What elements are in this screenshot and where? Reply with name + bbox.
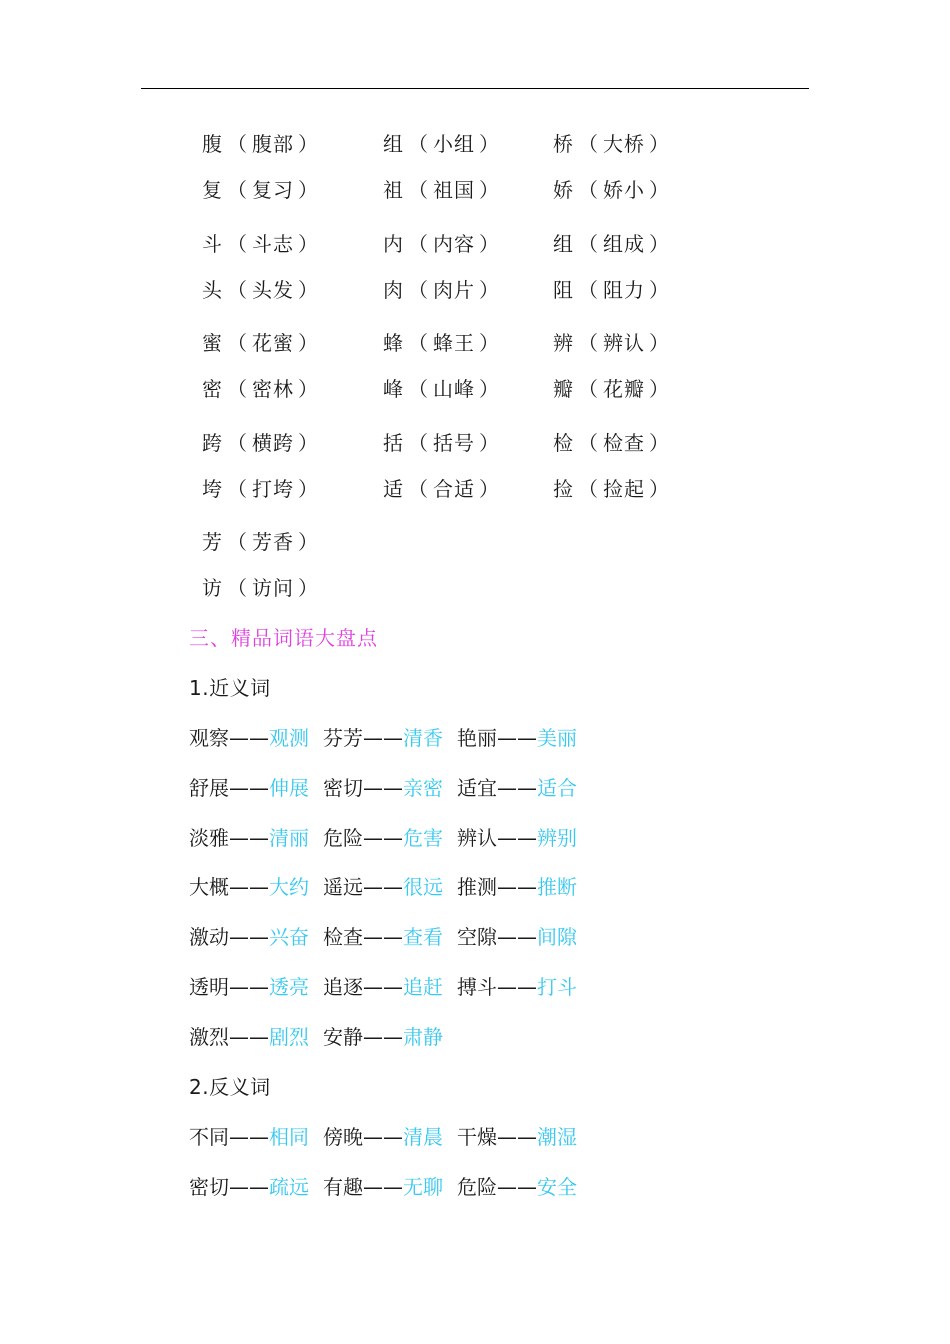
open-paren: （ (578, 132, 599, 156)
word-group-item (553, 130, 674, 158)
pair-word: 观察 (189, 726, 229, 750)
pair-dash: — (229, 1125, 249, 1149)
group-char: 肉 (383, 278, 404, 302)
group-char: 娇 (553, 178, 574, 202)
pair-dash: — (497, 1175, 517, 1199)
pair-dash: — (229, 726, 249, 750)
group-char: 组 (383, 132, 404, 156)
group-word: 括号 (433, 431, 475, 455)
word-group-item (383, 230, 504, 258)
pair-answer: 兴奋 (269, 925, 309, 949)
synonym-pair (457, 824, 577, 852)
group-char: 腹 (202, 132, 223, 156)
pair-dash: — (497, 776, 517, 800)
pair-dash: — (517, 975, 537, 999)
pair-answer: 打斗 (537, 975, 577, 999)
pair-answer: 伸展 (269, 776, 309, 800)
pair-word: 危险 (457, 1175, 497, 1199)
pair-word: 遥远 (323, 875, 363, 899)
open-paren: （ (578, 178, 599, 202)
pair-word: 不同 (189, 1125, 229, 1149)
pair-dash: — (363, 875, 383, 899)
pair-word: 空隙 (457, 925, 497, 949)
word-group-item (383, 329, 504, 357)
pair-dash: — (497, 875, 517, 899)
group-word: 斗志 (252, 232, 294, 256)
close-paren: ） (479, 232, 500, 256)
pair-word: 密切 (189, 1175, 229, 1199)
close-paren: ） (298, 132, 319, 156)
pair-dash: — (363, 776, 383, 800)
synonym-pair (323, 824, 443, 852)
group-char: 垮 (202, 477, 223, 501)
group-char: 头 (202, 278, 223, 302)
word-group-item (553, 230, 674, 258)
group-word: 芳香 (252, 530, 294, 554)
pair-dash: — (383, 776, 403, 800)
pair-answer: 透亮 (269, 975, 309, 999)
group-word: 祖国 (433, 178, 475, 202)
pair-dash: — (517, 1175, 537, 1199)
pair-answer: 肃静 (403, 1025, 443, 1049)
antonym-pair (457, 1173, 577, 1201)
close-paren: ） (298, 331, 319, 355)
pair-answer: 推断 (537, 875, 577, 899)
antonyms-title: 2.反义词 (189, 1075, 271, 1099)
open-paren: （ (227, 331, 248, 355)
open-paren: （ (227, 278, 248, 302)
word-group-item (202, 230, 323, 258)
synonym-pair (323, 1023, 443, 1051)
word-group-item (202, 475, 323, 503)
group-word: 腹部 (252, 132, 294, 156)
pair-word: 搏斗 (457, 975, 497, 999)
antonym-pair (323, 1123, 443, 1151)
pair-answer: 辨别 (537, 826, 577, 850)
open-paren: （ (408, 178, 429, 202)
pair-answer: 追赶 (403, 975, 443, 999)
open-paren: （ (408, 431, 429, 455)
open-paren: （ (227, 232, 248, 256)
word-group-item (383, 176, 504, 204)
pair-word: 芬芳 (323, 726, 363, 750)
pair-word: 追逐 (323, 975, 363, 999)
group-char: 复 (202, 178, 223, 202)
pair-dash: — (497, 975, 517, 999)
pair-dash: — (497, 925, 517, 949)
pair-dash: — (363, 925, 383, 949)
pair-dash: — (363, 726, 383, 750)
close-paren: ） (649, 278, 670, 302)
close-paren: ） (649, 431, 670, 455)
word-group-item (202, 429, 323, 457)
pair-word: 傍晚 (323, 1125, 363, 1149)
open-paren: （ (227, 576, 248, 600)
synonym-pair (457, 774, 577, 802)
word-group-item (202, 176, 323, 204)
pair-dash: — (363, 1125, 383, 1149)
pair-dash: — (517, 875, 537, 899)
close-paren: ） (479, 431, 500, 455)
pair-dash: — (517, 826, 537, 850)
word-group-item (553, 276, 674, 304)
pair-dash: — (497, 826, 517, 850)
word-group-item (553, 475, 674, 503)
pair-word: 辨认 (457, 826, 497, 850)
pair-answer: 安全 (537, 1175, 577, 1199)
word-group-item (202, 329, 323, 357)
word-group-item (202, 375, 323, 403)
group-word: 蜂王 (433, 331, 475, 355)
pair-dash: — (229, 975, 249, 999)
pair-answer: 很远 (403, 875, 443, 899)
group-char: 辨 (553, 331, 574, 355)
close-paren: ） (649, 132, 670, 156)
pair-dash: — (229, 1025, 249, 1049)
group-char: 桥 (553, 132, 574, 156)
word-group-item (383, 375, 504, 403)
pair-dash: — (229, 925, 249, 949)
header-rule (141, 88, 809, 89)
open-paren: （ (578, 232, 599, 256)
pair-dash: — (497, 726, 517, 750)
synonym-pair (323, 724, 443, 752)
group-word: 小组 (433, 132, 475, 156)
pair-dash: — (249, 1025, 269, 1049)
group-word: 花蜜 (252, 331, 294, 355)
group-char: 蜜 (202, 331, 223, 355)
synonym-pair (457, 923, 577, 951)
pair-answer: 查看 (403, 925, 443, 949)
antonym-pair (323, 1173, 443, 1201)
synonym-pair (189, 873, 309, 901)
pair-answer: 美丽 (537, 726, 577, 750)
pair-answer: 清丽 (269, 826, 309, 850)
synonym-pair (189, 774, 309, 802)
group-word: 捡起 (603, 477, 645, 501)
close-paren: ） (298, 278, 319, 302)
open-paren: （ (408, 477, 429, 501)
pair-dash: — (363, 826, 383, 850)
synonym-pair (457, 724, 577, 752)
open-paren: （ (227, 477, 248, 501)
pair-answer: 间隙 (537, 925, 577, 949)
pair-word: 淡雅 (189, 826, 229, 850)
pair-answer: 观测 (269, 726, 309, 750)
pair-dash: — (249, 726, 269, 750)
pair-word: 安静 (323, 1025, 363, 1049)
group-word: 山峰 (433, 377, 475, 401)
group-word: 合适 (433, 477, 475, 501)
pair-word: 舒展 (189, 776, 229, 800)
close-paren: ） (298, 232, 319, 256)
pair-answer: 相同 (269, 1125, 309, 1149)
close-paren: ） (298, 377, 319, 401)
open-paren: （ (227, 431, 248, 455)
synonym-pair (457, 973, 577, 1001)
word-group-item (202, 130, 323, 158)
pair-dash: — (229, 1175, 249, 1199)
pair-dash: — (249, 875, 269, 899)
open-paren: （ (408, 331, 429, 355)
pair-word: 干燥 (457, 1125, 497, 1149)
group-word: 打垮 (252, 477, 294, 501)
open-paren: （ (578, 431, 599, 455)
pair-word: 艳丽 (457, 726, 497, 750)
close-paren: ） (649, 477, 670, 501)
group-char: 祖 (383, 178, 404, 202)
pair-answer: 潮湿 (537, 1125, 577, 1149)
group-char: 密 (202, 377, 223, 401)
group-char: 蜂 (383, 331, 404, 355)
pair-dash: — (383, 1125, 403, 1149)
group-char: 内 (383, 232, 404, 256)
group-char: 组 (553, 232, 574, 256)
close-paren: ） (649, 232, 670, 256)
pair-word: 危险 (323, 826, 363, 850)
synonym-pair (189, 973, 309, 1001)
group-word: 辨认 (603, 331, 645, 355)
pair-dash: — (383, 1025, 403, 1049)
close-paren: ） (298, 576, 319, 600)
open-paren: （ (227, 377, 248, 401)
word-group-item (383, 130, 504, 158)
close-paren: ） (649, 377, 670, 401)
group-char: 峰 (383, 377, 404, 401)
close-paren: ） (298, 431, 319, 455)
pair-dash: — (383, 826, 403, 850)
antonym-pair (189, 1173, 309, 1201)
close-paren: ） (479, 377, 500, 401)
word-group-item (553, 329, 674, 357)
pair-word: 推测 (457, 875, 497, 899)
pair-dash: — (229, 875, 249, 899)
pair-word: 检查 (323, 925, 363, 949)
synonym-pair (457, 873, 577, 901)
open-paren: （ (408, 377, 429, 401)
group-word: 内容 (433, 232, 475, 256)
word-group-item (553, 429, 674, 457)
pair-answer: 清香 (403, 726, 443, 750)
pair-dash: — (249, 975, 269, 999)
pair-word: 激动 (189, 925, 229, 949)
open-paren: （ (408, 132, 429, 156)
group-word: 娇小 (603, 178, 645, 202)
synonyms-title: 1.近义词 (189, 676, 271, 700)
group-char: 瓣 (553, 377, 574, 401)
pair-dash: — (517, 776, 537, 800)
close-paren: ） (649, 331, 670, 355)
pair-dash: — (363, 1175, 383, 1199)
pair-dash: — (249, 1175, 269, 1199)
close-paren: ） (479, 132, 500, 156)
group-word: 组成 (603, 232, 645, 256)
pair-answer: 疏远 (269, 1175, 309, 1199)
group-word: 头发 (252, 278, 294, 302)
close-paren: ） (479, 278, 500, 302)
synonym-pair (189, 923, 309, 951)
pair-dash: — (229, 826, 249, 850)
synonym-pair (189, 824, 309, 852)
pair-answer: 清晨 (403, 1125, 443, 1149)
open-paren: （ (227, 530, 248, 554)
pair-dash: — (249, 826, 269, 850)
pair-dash: — (497, 1125, 517, 1149)
synonym-pair (189, 724, 309, 752)
group-word: 花瓣 (603, 377, 645, 401)
open-paren: （ (408, 232, 429, 256)
close-paren: ） (298, 178, 319, 202)
pair-dash: — (383, 925, 403, 949)
group-word: 密林 (252, 377, 294, 401)
pair-dash: — (383, 726, 403, 750)
pair-dash: — (363, 1025, 383, 1049)
group-char: 适 (383, 477, 404, 501)
group-char: 斗 (202, 232, 223, 256)
group-char: 括 (383, 431, 404, 455)
group-char: 跨 (202, 431, 223, 455)
word-group-item (383, 475, 504, 503)
synonym-pair (323, 774, 443, 802)
synonym-pair (189, 1023, 309, 1051)
open-paren: （ (578, 331, 599, 355)
pair-word: 透明 (189, 975, 229, 999)
pair-dash: — (249, 776, 269, 800)
group-word: 阻力 (603, 278, 645, 302)
open-paren: （ (227, 178, 248, 202)
group-word: 复习 (252, 178, 294, 202)
open-paren: （ (578, 278, 599, 302)
pair-dash: — (383, 875, 403, 899)
pair-answer: 亲密 (403, 776, 443, 800)
open-paren: （ (578, 477, 599, 501)
pair-word: 适宜 (457, 776, 497, 800)
word-group-item (383, 276, 504, 304)
pair-dash: — (249, 1125, 269, 1149)
close-paren: ） (298, 477, 319, 501)
open-paren: （ (227, 132, 248, 156)
group-word: 检查 (603, 431, 645, 455)
pair-answer: 剧烈 (269, 1025, 309, 1049)
group-char: 芳 (202, 530, 223, 554)
group-word: 横跨 (252, 431, 294, 455)
pair-answer: 无聊 (403, 1175, 443, 1199)
group-char: 阻 (553, 278, 574, 302)
synonym-pair (323, 973, 443, 1001)
synonym-pair (323, 873, 443, 901)
group-word: 大桥 (603, 132, 645, 156)
pair-dash: — (517, 726, 537, 750)
word-group-item (202, 528, 323, 556)
close-paren: ） (479, 331, 500, 355)
pair-answer: 适合 (537, 776, 577, 800)
pair-dash: — (517, 925, 537, 949)
section-title: 三、精品词语大盘点 (189, 626, 378, 650)
group-char: 访 (202, 576, 223, 600)
close-paren: ） (649, 178, 670, 202)
word-group-item (202, 574, 323, 602)
pair-answer: 大约 (269, 875, 309, 899)
pair-word: 大概 (189, 875, 229, 899)
pair-word: 激烈 (189, 1025, 229, 1049)
open-paren: （ (408, 278, 429, 302)
pair-dash: — (383, 975, 403, 999)
group-char: 检 (553, 431, 574, 455)
antonym-pair (189, 1123, 309, 1151)
word-group-item (202, 276, 323, 304)
pair-dash: — (517, 1125, 537, 1149)
pair-dash: — (383, 1175, 403, 1199)
pair-word: 密切 (323, 776, 363, 800)
pair-answer: 危害 (403, 826, 443, 850)
group-char: 捡 (553, 477, 574, 501)
open-paren: （ (578, 377, 599, 401)
pair-word: 有趣 (323, 1175, 363, 1199)
group-word: 访问 (252, 576, 294, 600)
close-paren: ） (479, 178, 500, 202)
pair-dash: — (363, 975, 383, 999)
synonym-pair (323, 923, 443, 951)
close-paren: ） (298, 530, 319, 554)
close-paren: ） (479, 477, 500, 501)
antonym-pair (457, 1123, 577, 1151)
pair-dash: — (249, 925, 269, 949)
word-group-item (553, 375, 674, 403)
group-word: 肉片 (433, 278, 475, 302)
word-group-item (553, 176, 674, 204)
pair-dash: — (229, 776, 249, 800)
word-group-item (383, 429, 504, 457)
